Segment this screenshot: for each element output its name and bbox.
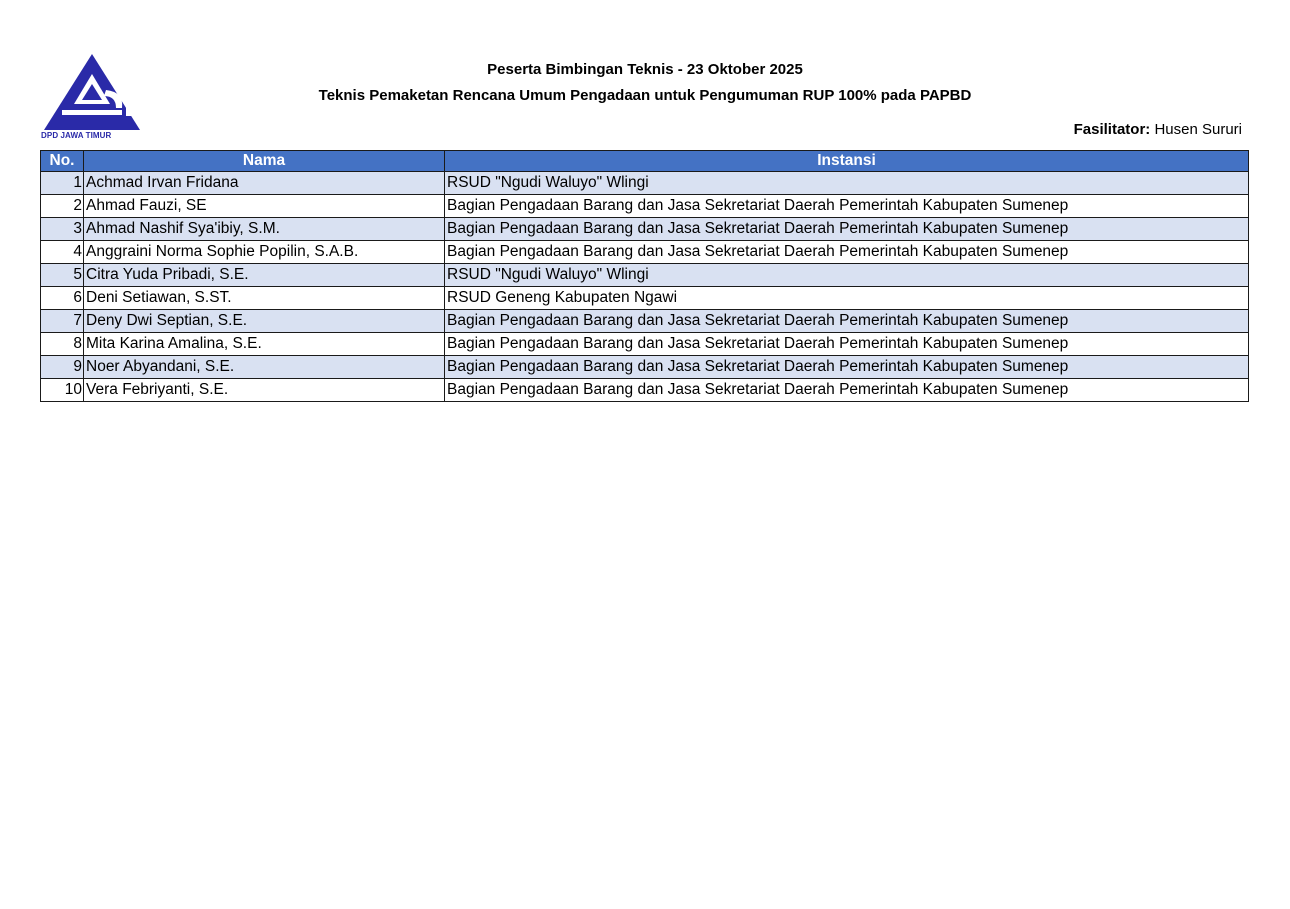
facilitator-label: Fasilitator: — [1073, 121, 1151, 138]
cell-instansi: Bagian Pengadaan Barang dan Jasa Sekretariat Daerah Pemerintah Kabupaten Sumenep — [445, 195, 1249, 218]
table-row — [41, 333, 1249, 356]
cell-instansi: Bagian Pengadaan Barang dan Jasa Sekretariat Daerah Pemerintah Kabupaten Sumenep — [445, 356, 1249, 379]
cell-instansi: RSUD "Ngudi Waluyo" Wlingi — [445, 172, 1249, 195]
cell-instansi: Bagian Pengadaan Barang dan Jasa Sekretariat Daerah Pemerintah Kabupaten Sumenep — [445, 333, 1249, 356]
participant-table — [40, 150, 1249, 402]
cell-nama: Anggraini Norma Sophie Popilin, S.A.B. — [84, 241, 445, 264]
table-row — [41, 310, 1249, 333]
table-row — [41, 356, 1249, 379]
table-row — [41, 195, 1249, 218]
column-header-nama: Nama — [84, 151, 445, 172]
facilitator-name: Husen Sururi — [1154, 121, 1242, 138]
column-header-no: No. — [41, 151, 84, 172]
cell-instansi: Bagian Pengadaan Barang dan Jasa Sekretariat Daerah Pemerintah Kabupaten Sumenep — [445, 379, 1249, 402]
document-subtitle: Teknis Pemaketan Rencana Umum Pengadaan untuk Pengumuman RUP 100% pada PAPBD — [318, 87, 972, 104]
table-row — [41, 264, 1249, 287]
document-title: Peserta Bimbingan Teknis - 23 Oktober 2025 — [487, 61, 803, 78]
facilitator-line — [1074, 121, 1242, 138]
table-row — [41, 172, 1249, 195]
cell-no: 7 — [41, 310, 84, 333]
cell-nama: Deny Dwi Septian, S.E. — [84, 310, 445, 333]
table-header-row — [41, 151, 1249, 172]
table-row — [41, 287, 1249, 310]
cell-nama: Deni Setiawan, S.ST. — [84, 287, 445, 310]
cell-nama: Achmad Irvan Fridana — [84, 172, 445, 195]
cell-nama: Ahmad Nashif Sya'ibiy, S.M. — [84, 218, 445, 241]
cell-instansi: RSUD "Ngudi Waluyo" Wlingi — [445, 264, 1249, 287]
cell-no: 2 — [41, 195, 84, 218]
cell-nama: Vera Febriyanti, S.E. — [84, 379, 445, 402]
cell-no: 6 — [41, 287, 84, 310]
column-header-instansi: Instansi — [445, 151, 1249, 172]
cell-no: 5 — [41, 264, 84, 287]
cell-instansi: Bagian Pengadaan Barang dan Jasa Sekretariat Daerah Pemerintah Kabupaten Sumenep — [445, 241, 1249, 264]
cell-no: 9 — [41, 356, 84, 379]
logo-caption: DPD JAWA TIMUR — [41, 131, 112, 140]
cell-nama: Citra Yuda Pribadi, S.E. — [84, 264, 445, 287]
cell-no: 8 — [41, 333, 84, 356]
cell-nama: Ahmad Fauzi, SE — [84, 195, 445, 218]
cell-instansi: RSUD Geneng Kabupaten Ngawi — [445, 287, 1249, 310]
cell-nama: Mita Karina Amalina, S.E. — [84, 333, 445, 356]
table-row — [41, 379, 1249, 402]
cell-no: 10 — [41, 379, 84, 402]
cell-instansi: Bagian Pengadaan Barang dan Jasa Sekretariat Daerah Pemerintah Kabupaten Sumenep — [445, 310, 1249, 333]
table-row — [41, 241, 1249, 264]
cell-no: 3 — [41, 218, 84, 241]
table-row — [41, 218, 1249, 241]
cell-no: 4 — [41, 241, 84, 264]
cell-instansi: Bagian Pengadaan Barang dan Jasa Sekretariat Daerah Pemerintah Kabupaten Sumenep — [445, 218, 1249, 241]
cell-no: 1 — [41, 172, 84, 195]
cell-nama: Noer Abyandani, S.E. — [84, 356, 445, 379]
